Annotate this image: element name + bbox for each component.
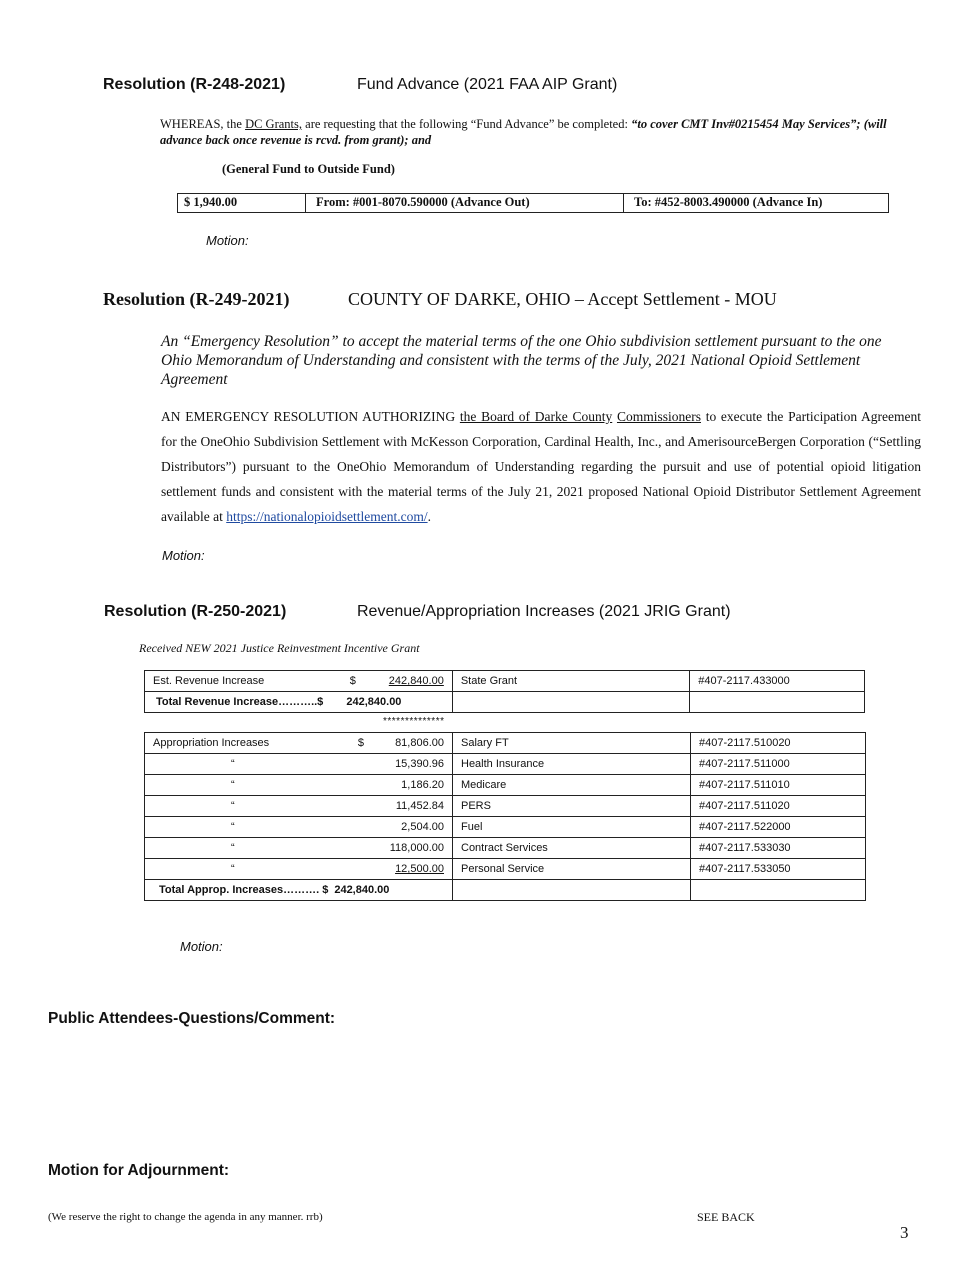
app-total: 242,840.00: [334, 884, 390, 896]
table-row: [145, 775, 866, 796]
r249-number: Resolution (R-249-2021): [103, 289, 290, 309]
rev-total-label: Total Revenue Increase………..$: [156, 696, 324, 708]
app-item: Fuel: [453, 817, 691, 838]
table-row: [145, 671, 865, 692]
app-dollar: $: [357, 737, 364, 749]
r248-amount: $ 1,940.00: [178, 194, 306, 212]
app-amount: 11,452.84: [395, 800, 444, 812]
r250-subtitle: Revenue/Appropriation Increases (2021 JRIG Grant): [357, 603, 731, 620]
r248-motion: Motion:: [206, 233, 249, 248]
r248-to: To: #452-8003.490000 (Advance In): [634, 195, 823, 209]
r248-from: From: #001-8070.590000 (Advance Out): [306, 194, 624, 212]
r248-subtitle: Fund Advance (2021 FAA AIP Grant): [357, 76, 618, 93]
rev-dollar: $: [349, 675, 356, 687]
app-item: Medicare: [453, 775, 691, 796]
app-account: #407-2117.533030: [691, 838, 866, 859]
appropriation-table: [144, 732, 866, 901]
separator-stars: **************: [383, 716, 445, 727]
app-account: #407-2117.522000: [691, 817, 866, 838]
r249-text: [161, 404, 921, 529]
app-amount: 15,390.96: [395, 758, 444, 770]
app-item: Salary FT: [453, 733, 691, 754]
r249-subtitle: COUNTY OF DARKE, OHIO – Accept Settlement - MOU: [348, 289, 777, 309]
app-amount: 1,186.20: [401, 779, 444, 791]
r249-text-a: AN EMERGENCY RESOLUTION AUTHORIZING: [161, 409, 460, 424]
r250-number: Resolution (R-250-2021): [104, 603, 287, 620]
table-row: [145, 692, 865, 713]
ditto-mark: “: [231, 779, 235, 791]
rev-total: 242,840.00: [346, 696, 402, 708]
table-row: [145, 880, 866, 901]
ditto-mark: “: [231, 842, 235, 854]
revenue-table: [144, 670, 865, 713]
r248-body-dc-grants: DC Grants,: [245, 117, 303, 131]
table-row: [145, 859, 866, 880]
r249-heading: [103, 289, 777, 310]
r249-board: the Board of Darke County: [459, 409, 613, 424]
r248-fund-label: (General Fund to Outside Fund): [222, 162, 395, 176]
r249-commissioners: Commissioners: [616, 409, 701, 424]
r250-note: Received NEW 2021 Justice Reinvestment Incentive Grant: [139, 641, 420, 655]
app-account: #407-2117.511000: [691, 754, 866, 775]
ditto-mark: “: [231, 863, 235, 875]
app-account: #407-2117.511010: [691, 775, 866, 796]
r249-text-f: .: [427, 509, 431, 524]
r248-body-pre: WHEREAS, the: [160, 117, 246, 131]
table-row: [145, 817, 866, 838]
r248-body-mid: are requesting that the following “Fund Advance” be completed:: [302, 117, 632, 131]
app-item: Health Insurance: [453, 754, 691, 775]
page-number: 3: [900, 1223, 909, 1242]
rev-amount: 242,840.00: [388, 675, 444, 687]
ditto-mark: “: [231, 800, 235, 812]
app-account: #407-2117.511020: [691, 796, 866, 817]
r249-intro: An “Emergency Resolution” to accept the material terms of the one Ohio subdivision settlement pursuant to the one Ohio Memorandum of Understanding and consistent with the terms of the July, 2021 National Opioid Settlement Agreement: [161, 333, 882, 388]
r248-body-quote: “to cover CMT Inv#0215454 May Services”; (will advance back once revenue is rcvd. from grant); and: [160, 117, 887, 147]
ditto-mark: “: [231, 758, 235, 770]
table-row: [145, 733, 866, 754]
rev-source: State Grant: [452, 671, 689, 692]
public-comment-heading: Public Attendees-Questions/Comment:: [48, 1010, 336, 1027]
app-account: #407-2117.510020: [691, 733, 866, 754]
app-item: Personal Service: [453, 859, 691, 880]
r248-body: [160, 116, 930, 148]
footer-disclaimer: (We reserve the right to change the agenda in any manner. rrb): [48, 1211, 323, 1223]
app-amount: 118,000.00: [389, 842, 444, 854]
app-label: Appropriation Increases: [153, 737, 270, 749]
table-row: [145, 838, 866, 859]
rev-label: Est. Revenue Increase: [153, 675, 265, 687]
rev-account: #407-2117.433000: [690, 671, 865, 692]
r248-number: Resolution (R-248-2021): [103, 76, 286, 93]
r250-heading: [104, 603, 731, 621]
ditto-mark: “: [231, 821, 235, 833]
adjournment-heading: Motion for Adjournment:: [48, 1162, 230, 1179]
see-back-note: SEE BACK: [697, 1210, 755, 1224]
app-amount: 81,806.00: [395, 737, 444, 749]
table-row: [145, 796, 866, 817]
r249-text-e: to execute the Participation Agreement for the OneOhio Subdivision Settlement with McKesson Corporation, Cardinal Health, Inc., and AmerisourceBergen Corporation (“Settling Distributors”) pursuant to the OneOhio Memorandum of Understanding regarding the pursuit and use of potential opioid litigation settlement funds and consistent with the material terms of the July 21, 2021 proposed National Opioid Distributor Settlement Agreement available at: [161, 409, 922, 524]
settlement-link[interactable]: https://nationalopioidsettlement.com/: [226, 509, 428, 524]
table-row: [145, 754, 866, 775]
r248-fund-box: [177, 193, 889, 213]
app-total-label: Total Approp. Increases………. $: [159, 884, 329, 896]
app-account: #407-2117.533050: [691, 859, 866, 880]
app-item: PERS: [453, 796, 691, 817]
app-amount: 2,504.00: [401, 821, 444, 833]
app-amount: 12,500.00: [395, 863, 444, 875]
r250-motion: Motion:: [180, 939, 223, 954]
app-item: Contract Services: [453, 838, 691, 859]
r248-heading: [103, 76, 618, 94]
r249-motion: Motion:: [162, 548, 205, 563]
